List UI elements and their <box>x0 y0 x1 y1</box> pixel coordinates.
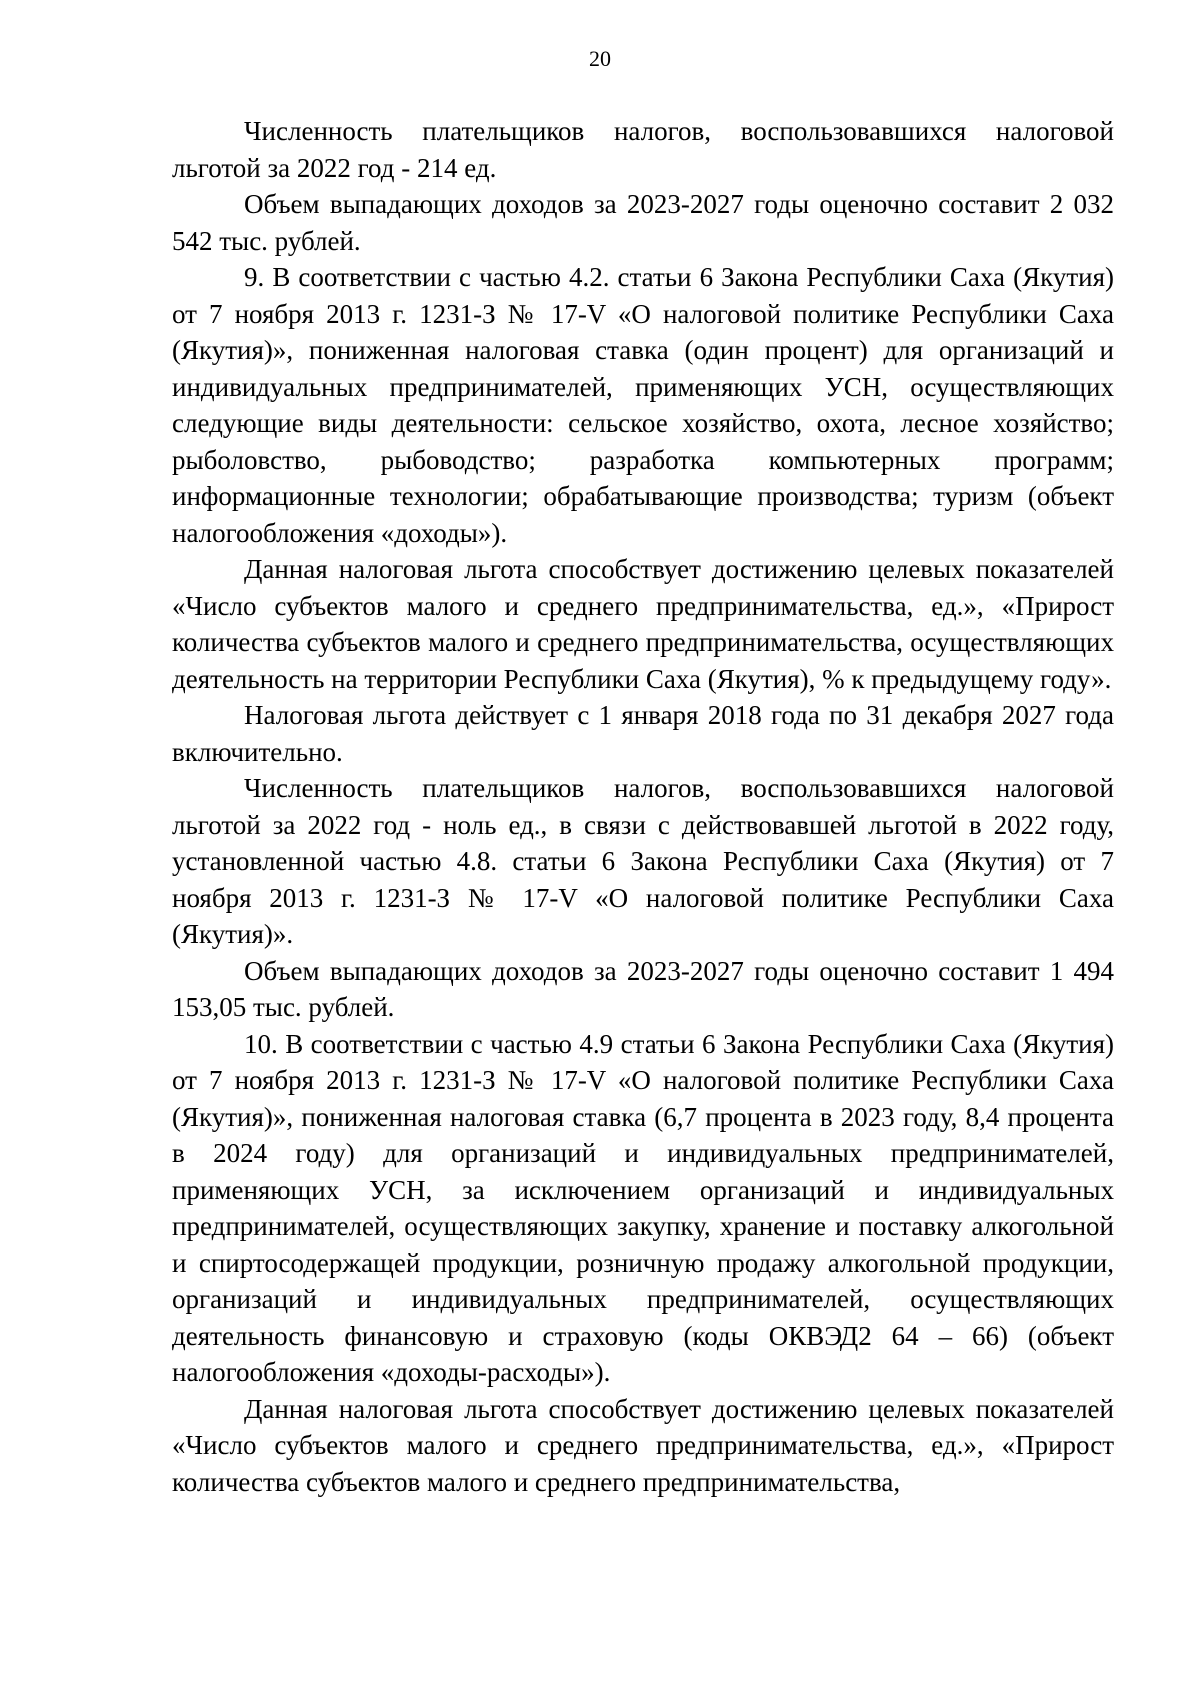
paragraph-taxpayers-count: Численность плательщиков налогов, воспользовавшихся налоговой льготой за 2022 год - 214 ед. <box>172 116 1114 183</box>
paragraph-item-10: 10. В соответствии с частью 4.9 статьи 6 Закона Республики Саха (Якутия) от 7 ноября 2013 г. 1231-З № 17-V «О налоговой политике Республики Саха (Якутия)», пониженная налоговая ставка (6,7 процента в 2023 году, 8,4 процента в 2024 году) для организаций и индивидуальных предпринимателей, применяющих УСН, за исключением организаций и индивидуальных предпринимателей, осуществляющих закупку, хранение и поставку алкогольной и спиртосодержащей продукции, розничную продажу алкогольной продукции, организаций и индивидуальных предпринимателей, осуществляющих деятельность финансовую и страховую (коды ОКВЭД2 64 – 66) (объект налогообложения «доходы-расходы»). <box>172 1028 1114 1387</box>
paragraph-lost-revenue-2: Объем выпадающих доходов за 2023-2027 годы оценочно составит 1 494 153,05 тыс. рублей. <box>172 955 1114 1022</box>
paragraph-target-indicators: Данная налоговая льгота способствует достижению целевых показателей «Число субъектов малого и среднего предпринимательства, ед.», «Прирост количества субъектов малого и среднего предпринимательства, осуществляющих деятельность на территории Республики Саха (Якутия), % к предыдущему году». <box>172 554 1114 694</box>
document-body <box>172 113 1114 1500</box>
paragraph-lost-revenue: Объем выпадающих доходов за 2023-2027 годы оценочно составит 2 032 542 тыс. рублей. <box>172 189 1114 256</box>
page-number: 20 <box>589 46 611 71</box>
paragraph-taxpayers-count-zero: Численность плательщиков налогов, воспользовавшихся налоговой льготой за 2022 год - ноль ед., в связи с действовавшей льготой в 2022 году, установленной частью 4.8. статьи 6 Закона Республики Саха (Якутия) от 7 ноября 2013 г. 1231-З № 17-V «О налоговой политике Республики Саха (Якутия)». <box>172 773 1114 949</box>
paragraph-item-9: 9. В соответствии с частью 4.2. статьи 6 Закона Республики Саха (Якутия) от 7 ноября 2013 г. 1231-З № 17-V «О налоговой политике Республики Саха (Якутия)», пониженная налоговая ставка (один процент) для организаций и индивидуальных предпринимателей, применяющих УСН, осуществляющих следующие виды деятельности: сельское хозяйство, охота, лесное хозяйство; рыболовство, рыбоводство; разработка компьютерных программ; информационные технологии; обрабатывающие производства; туризм (объект налогообложения «доходы»). <box>172 262 1114 548</box>
paragraph-target-indicators-2: Данная налоговая льгота способствует достижению целевых показателей «Число субъектов малого и среднего предпринимательства, ед.», «Прирост количества субъектов малого и среднего предпринимательства, <box>172 1393 1114 1497</box>
paragraph-validity-period: Налоговая льгота действует с 1 января 2018 года по 31 декабря 2027 года включительно. <box>172 700 1114 767</box>
